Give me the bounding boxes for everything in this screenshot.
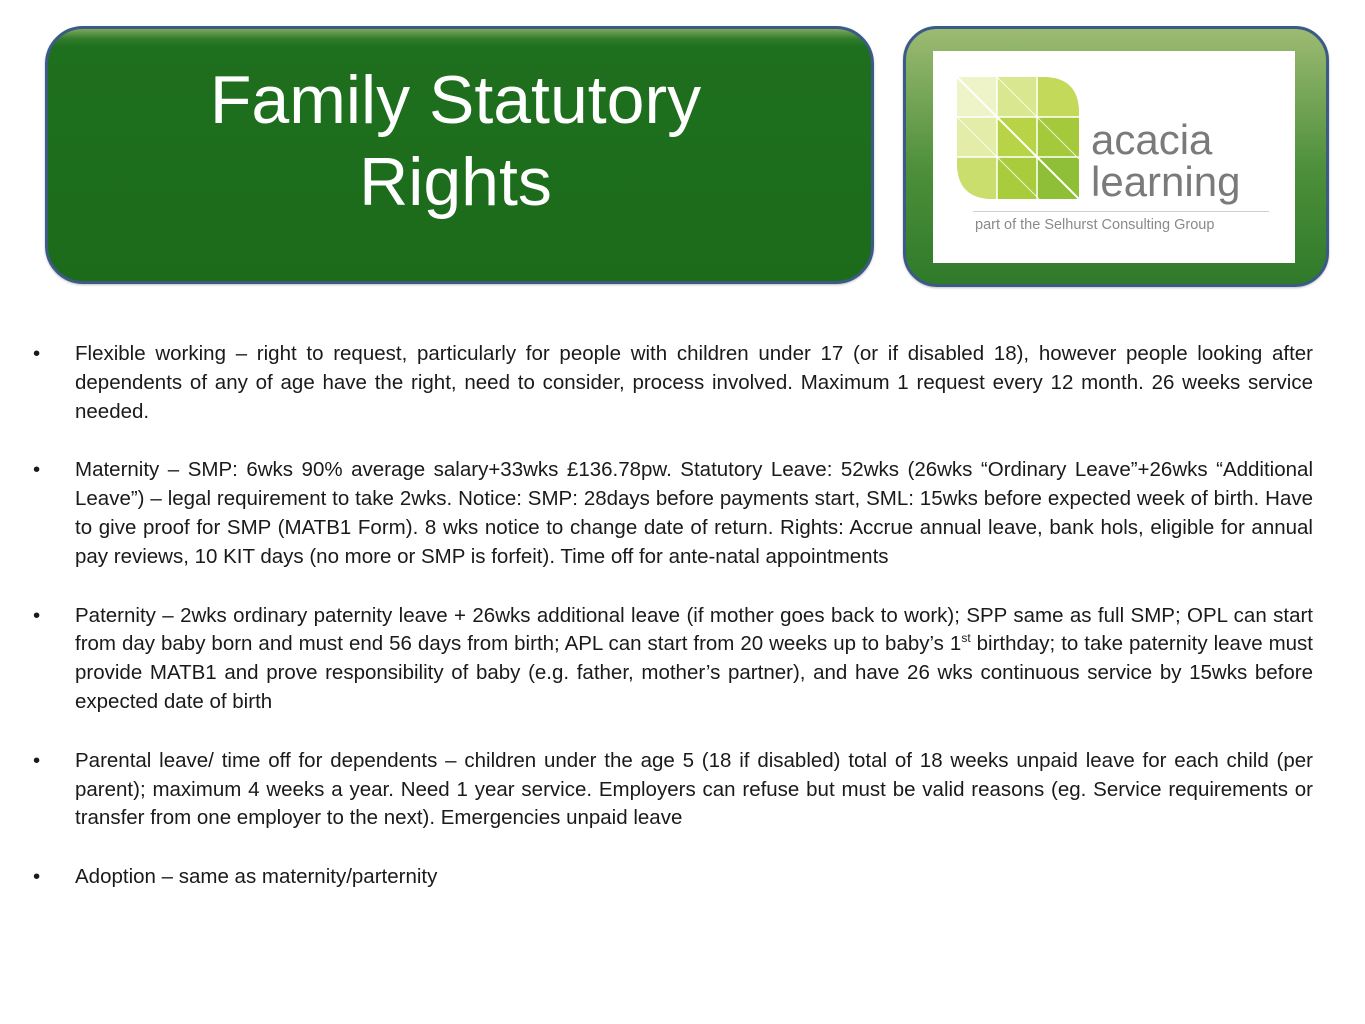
title-banner — [45, 26, 874, 284]
bullet-text-part-1: Paternity – 2wks ordinary paternity leave + 26wks additional leave (if mother goes back to work); SPP same as full SMP; OPL can start from day baby born and must end 56 days from birth; APL can start from 20 weeks up to baby’s 1 — [75, 603, 1313, 656]
logo-panel — [903, 26, 1329, 287]
bullet-text: Maternity – SMP: 6wks 90% average salary+33wks £136.78pw. Statutory Leave: 52wks (26wks “Ordinary Leave”+26wks “Additional Leave”) – legal requirement to take 2wks. Notice: SMP: 28days before payments start, SML: 15wks before expected week of birth. Have to give proof for SMP (MATB1 Form). 8 wks notice to change date of return. Rights: Accrue annual leave, bank hols, eligible for annual pay reviews, 10 KIT days (no more or SMP is forfeit). Time off for ante-natal appointments — [75, 458, 1313, 568]
bullet-marker: • — [33, 865, 41, 889]
logo-divider — [973, 211, 1269, 212]
bullet-list — [33, 340, 1313, 892]
bullet-maternity — [33, 456, 1313, 571]
title-line-1: Family Statutory — [209, 62, 702, 138]
title-line-2: Rights — [359, 144, 552, 220]
logo-wordmark-acacia: acacia — [1091, 116, 1213, 163]
logo-wordmark-learning: learning — [1091, 158, 1241, 205]
bullet-text: Flexible working – right to request, particularly for people with children under 17 (or if disabled 18), however people looking after dependents of any of age have the right, need to consider, process involved. Maximum 1 request every 12 month. 26 weeks service needed. — [75, 342, 1313, 423]
bullet-paternity — [33, 602, 1313, 717]
bullet-text: Adoption – same as maternity/parternity — [75, 865, 438, 889]
slide-title — [136, 59, 776, 223]
logo-tagline: part of the Selhurst Consulting Group — [975, 217, 1215, 233]
bullet-superscript: st — [961, 631, 971, 646]
bullet-marker: • — [33, 748, 41, 772]
bullet-marker: • — [33, 603, 41, 627]
bullet-marker: • — [33, 342, 41, 365]
acacia-leaf-logo-icon — [957, 77, 1079, 199]
bullet-flexible-working — [33, 340, 1313, 426]
bullet-adoption — [33, 863, 1313, 892]
bullet-text-part-2: birthday; to take paternity leave must provide MATB1 and prove responsibility of baby (e.g. father, mother’s partner), and have 26 wks continuous service by 15wks before expected date of birth — [75, 632, 1313, 713]
bullet-text: Parental leave/ time off for dependents – children under the age 5 (18 if disabled) total of 18 weeks unpaid leave for each child (per parent); maximum 4 weeks a year. Need 1 year service. Employers can refuse but must be valid reasons (eg. Service requirements or transfer from one employer to the next). Emergencies unpaid leave — [75, 748, 1313, 830]
bullet-marker: • — [33, 458, 41, 482]
bullet-parental-leave — [33, 747, 1313, 833]
logo-card — [933, 51, 1295, 263]
